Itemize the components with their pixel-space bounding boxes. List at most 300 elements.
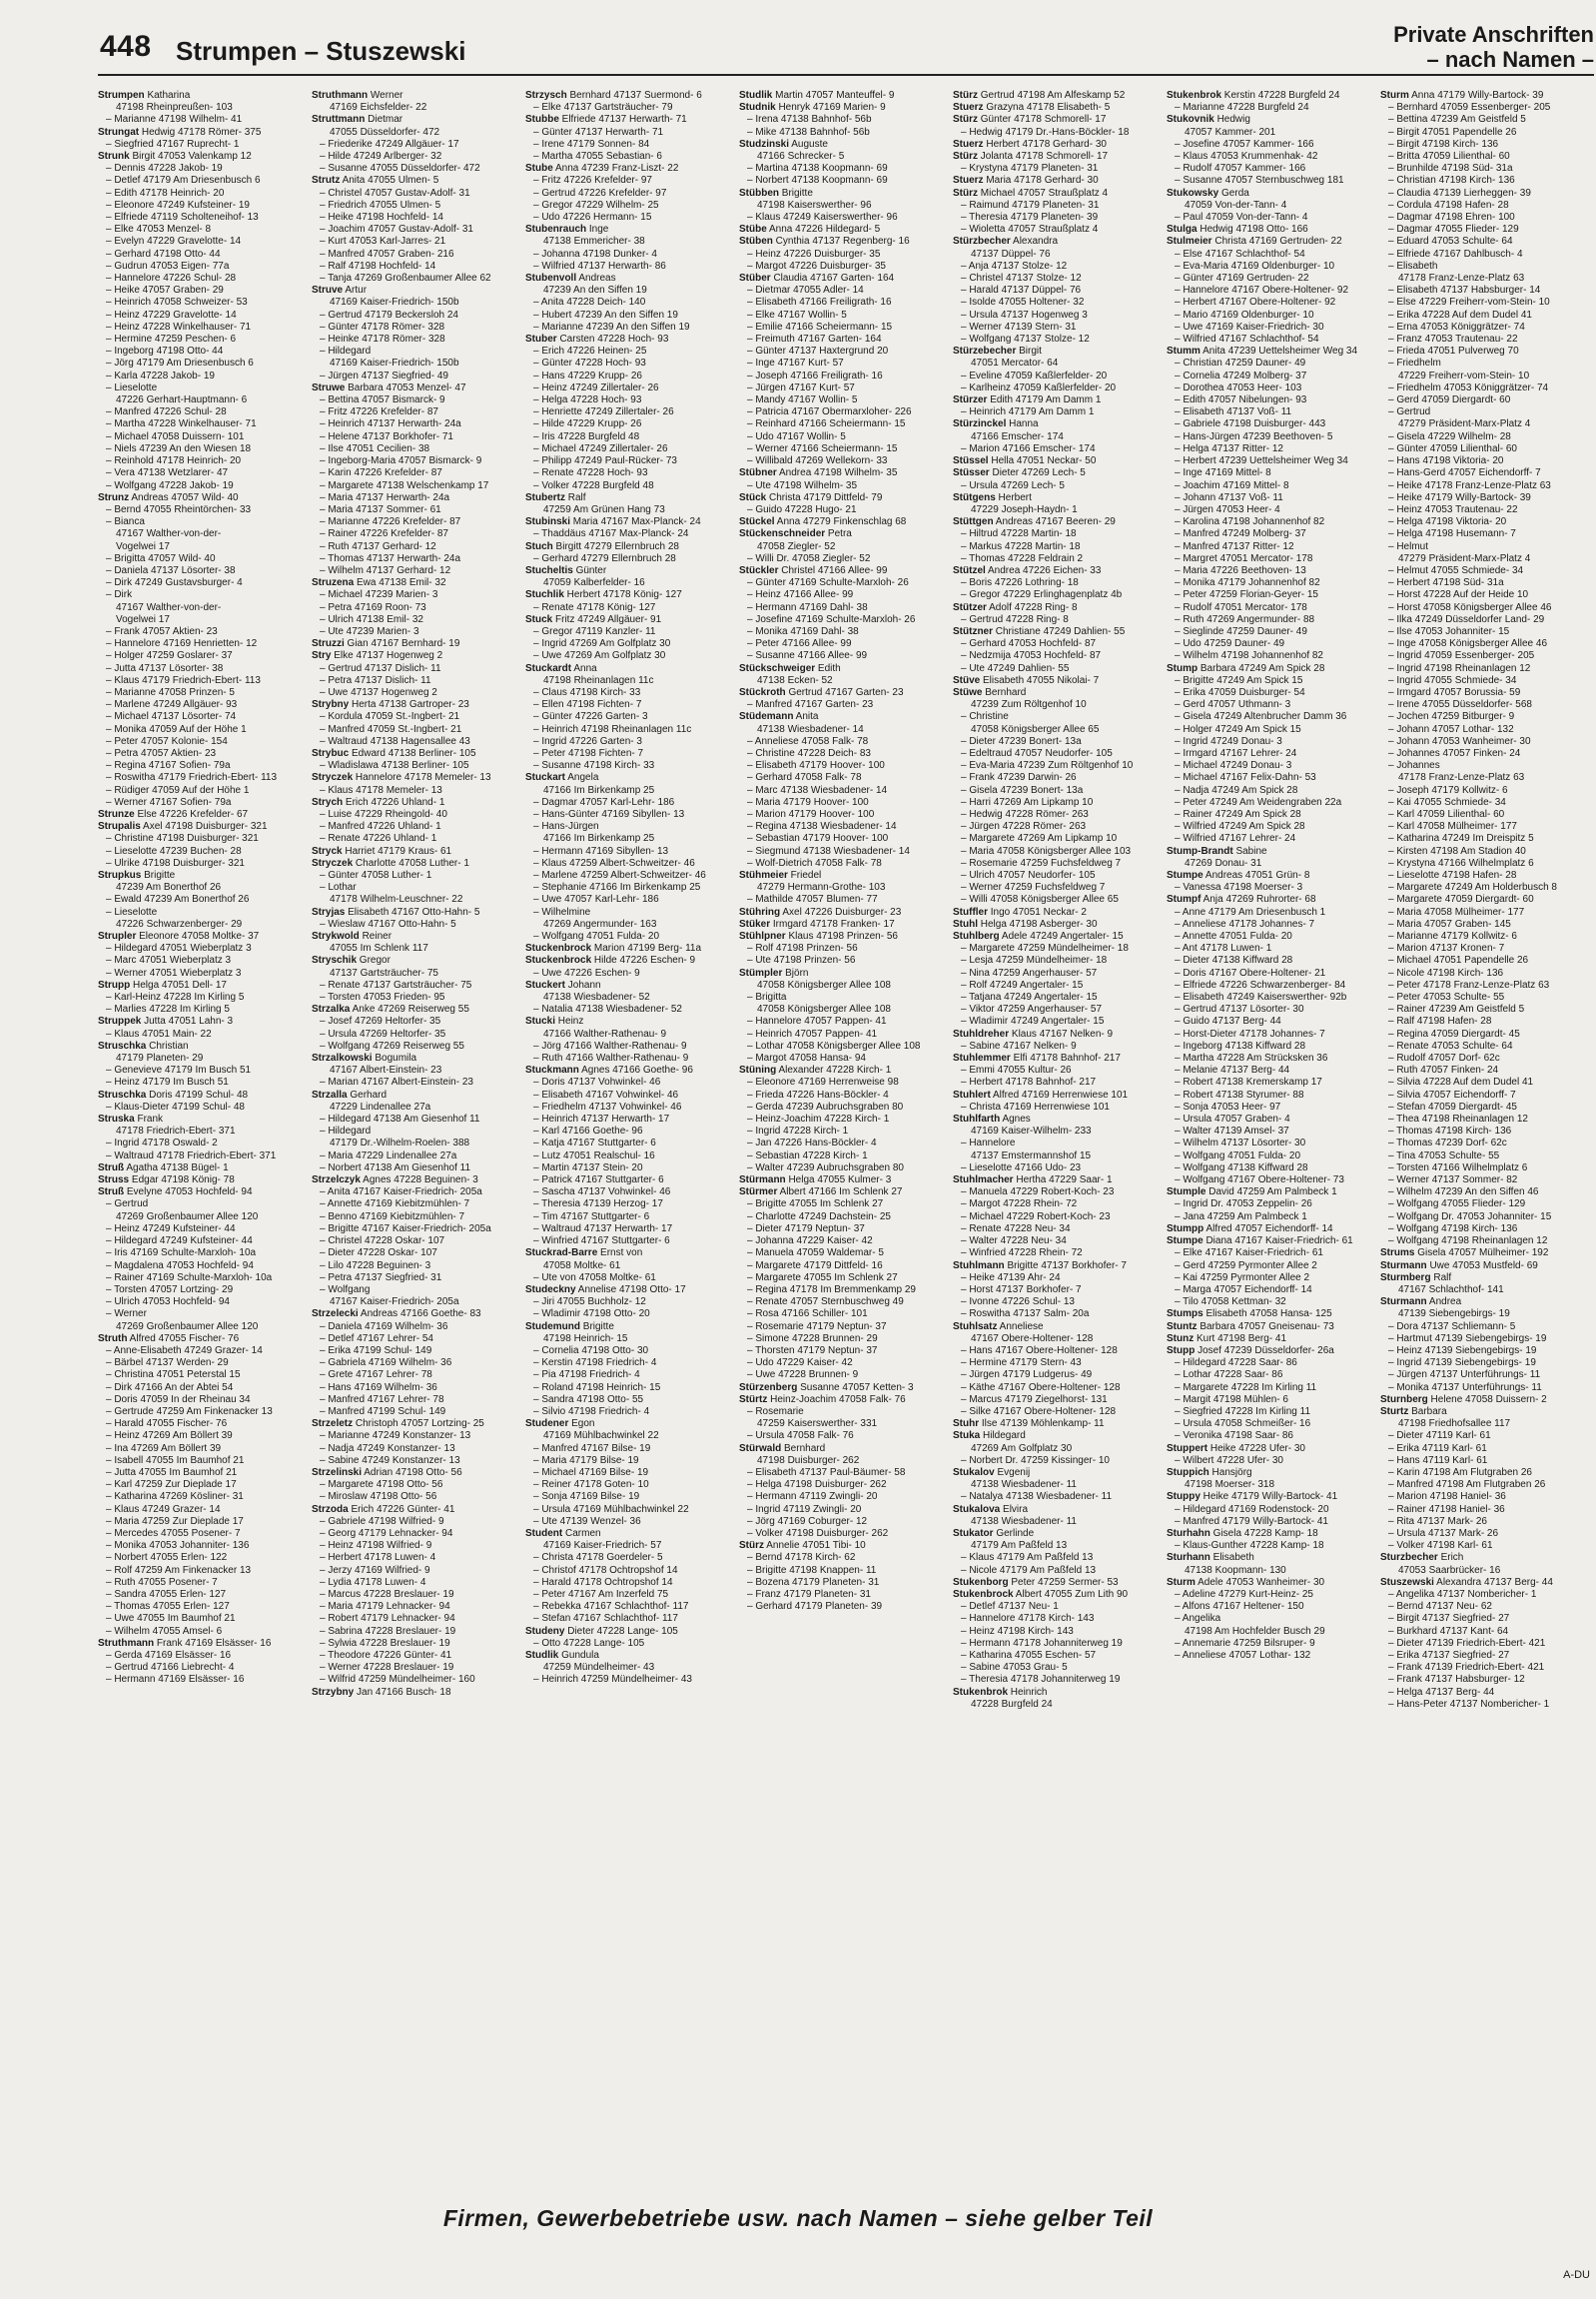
entry-text: – Marion 47179 Hoover- 100 — [747, 808, 875, 820]
entry-text: – Guido 47228 Hugo- 21 — [747, 503, 857, 515]
listing-entry — [1380, 1174, 1585, 1186]
entry-text: – Ursula 47058 Falk- 76 — [747, 1430, 854, 1442]
listing-entry — [525, 1674, 730, 1686]
listing-entry — [953, 1479, 1158, 1491]
entry-text: Kerstin 47228 Burgfeld 24 — [1221, 90, 1340, 101]
listing-entry — [953, 1650, 1158, 1662]
entry-text: – Horst 47137 Borkhofer- 7 — [961, 1283, 1082, 1295]
listing-entry — [525, 310, 730, 322]
entry-text: – Dagmar 47055 Flieder- 129 — [1388, 224, 1519, 236]
listing-entry — [312, 1455, 516, 1467]
entry-text: – Robert 47179 Lehnacker- 94 — [320, 1613, 455, 1625]
listing-entry — [98, 882, 303, 894]
entry-text: – Torsten 47053 Frieden- 95 — [320, 992, 445, 1004]
entry-text: – Heinz 47179 Im Busch 51 — [106, 1077, 229, 1089]
entry-text: – Maria 47137 Sommer- 61 — [320, 503, 441, 515]
entry-text: – Bernd 47178 Kirch- 62 — [747, 1552, 856, 1564]
listing-entry — [953, 1114, 1158, 1126]
listing-entry — [1380, 541, 1585, 553]
listing-entry — [98, 249, 303, 261]
entry-text: – Dirk — [106, 589, 133, 601]
entry-text: Heinz — [555, 1016, 584, 1028]
entry-text: – Günter 47169 Gertruden- 22 — [1175, 273, 1309, 285]
listing-entry — [98, 371, 303, 383]
listing-entry — [525, 1126, 730, 1138]
entry-text: – Dagmar 47198 Ehren- 100 — [1388, 212, 1515, 224]
listing-entry — [525, 1174, 730, 1186]
entry-text: Helga 47051 Dell- 17 — [130, 979, 227, 991]
listing-entry — [1380, 1223, 1585, 1235]
entry-text: 47198 Duisburger- 262 — [757, 1454, 860, 1466]
listing-entry — [1167, 1577, 1371, 1589]
entry-text: Herta 47138 Gartroper- 23 — [349, 699, 469, 711]
listing-entry — [525, 1247, 730, 1259]
listing-entry — [312, 528, 516, 540]
entry-text: – Dorothea 47053 Heer- 103 — [1175, 382, 1302, 393]
listing-entry — [98, 858, 303, 870]
entry-surname: Strzeletz — [312, 1418, 354, 1430]
listing-entry — [525, 675, 730, 687]
listing-entry — [312, 261, 516, 273]
entry-text: Alexander 47228 Kirch- 1 — [776, 1065, 892, 1077]
listing-entry — [98, 1382, 303, 1394]
entry-text: – Silke 47167 Obere-Holtener- 128 — [961, 1405, 1117, 1417]
entry-text: – Doris 47059 In der Rheinau 34 — [106, 1393, 251, 1405]
listing-entry — [953, 1674, 1158, 1686]
entry-surname: Stuhl — [953, 918, 978, 930]
entry-text: – Helga 47228 Hoch- 93 — [533, 394, 642, 406]
listing-entry — [525, 1090, 730, 1102]
listing-entry — [312, 968, 516, 980]
entry-text: – Jan 47226 Hans-Böckler- 4 — [747, 1138, 877, 1150]
listing-entry — [739, 334, 944, 346]
listing-entry — [953, 1626, 1158, 1638]
listing-entry — [1380, 346, 1585, 358]
listing-entry — [312, 1004, 516, 1016]
listing-entry — [953, 310, 1158, 322]
listing-entry — [1380, 1430, 1585, 1442]
listing-entry — [1380, 1662, 1585, 1674]
entry-text: – Helga 47198 Duisburger- 262 — [747, 1479, 887, 1491]
listing-entry — [525, 1357, 730, 1369]
listing-entry — [953, 1455, 1158, 1467]
entry-text: – Paul 47059 Von-der-Tann- 4 — [1175, 212, 1308, 224]
entry-text: – Detlef 47167 Lehrer- 54 — [320, 1332, 433, 1344]
entry-text: – Jutta 47055 Im Baumhof 21 — [106, 1466, 238, 1478]
listing-entry — [98, 151, 303, 163]
listing-entry — [1380, 322, 1585, 334]
listing-entry — [525, 846, 730, 858]
entry-text: – Else 47229 Freiherr-vom-Stein- 10 — [1388, 297, 1550, 309]
entry-text: – Michael 47239 Marien- 3 — [320, 589, 438, 601]
listing-entry — [739, 1090, 944, 1102]
listing-entry — [312, 1308, 516, 1320]
listing-entry — [1167, 1601, 1371, 1613]
entry-text: Gerlinde — [993, 1527, 1035, 1539]
entry-text: – Heinz-Joachim 47228 Kirch- 1 — [747, 1114, 890, 1126]
listing-entry — [739, 127, 944, 139]
listing-entry — [953, 675, 1158, 687]
listing-entry — [98, 907, 303, 919]
entry-surname: Stukowsky — [1167, 187, 1219, 199]
listing-entry — [1167, 1565, 1371, 1577]
entry-text: Andreas 47167 Beeren- 29 — [993, 516, 1116, 528]
entry-text: – Charlotte 47249 Dachstein- 25 — [747, 1210, 891, 1222]
listing-entry — [739, 371, 944, 383]
entry-text: – Marianne 47249 Konstanzer- 13 — [320, 1430, 471, 1442]
entry-text: – Hans 47229 Krupp- 26 — [533, 370, 642, 382]
entry-text: – Rebekka 47167 Schlachthof- 117 — [533, 1601, 689, 1613]
entry-text: – Wladimir 47198 Otto- 20 — [533, 1308, 650, 1320]
entry-text: – Peter 47198 Fichten- 7 — [533, 747, 644, 759]
entry-text: Adele 47053 Wanheimer- 30 — [1195, 1576, 1325, 1588]
entry-text: – Hedwig 47179 Dr.-Hans-Böckler- 18 — [961, 126, 1130, 138]
listing-entry — [1380, 1601, 1585, 1613]
entry-text: – Mike 47138 Bahnhof- 56b — [747, 126, 870, 138]
listing-entry — [1167, 614, 1371, 626]
entry-text: – Manfred 47226 Uhland- 1 — [320, 821, 441, 833]
listing-entry — [312, 139, 516, 151]
listing-entry — [98, 724, 303, 736]
listing-entry — [98, 1662, 303, 1674]
listing-entry — [525, 1077, 730, 1089]
listing-entry — [98, 90, 303, 102]
listing-entry — [525, 931, 730, 943]
entry-text: 47269 Großenbaumer Allee 120 — [116, 1320, 259, 1332]
listing-entry — [739, 346, 944, 358]
entry-text: – Hans-Gerd 47057 Eichendorff- 7 — [1388, 467, 1541, 479]
entry-text: – Thomas 47198 Kirch- 136 — [1388, 1126, 1512, 1138]
entry-text: Elisabeth 47055 Nikolai- 7 — [980, 674, 1100, 686]
listing-entry — [1380, 1053, 1585, 1065]
entry-text: – Ralf 47198 Hochfeld- 14 — [320, 260, 436, 272]
listing-entry — [525, 1284, 730, 1296]
entry-text: – Christine 47198 Duisburger- 321 — [106, 833, 259, 845]
listing-entry — [1167, 1443, 1371, 1455]
entry-surname: Stürz — [953, 187, 978, 199]
listing-entry — [1380, 724, 1585, 736]
entry-surname: Stuerz — [953, 138, 984, 150]
entry-text: – Waltraud 47138 Hagensallee 43 — [320, 735, 470, 747]
entry-text: – Gabriele 47198 Wilfried- 9 — [320, 1515, 444, 1527]
listing-entry — [312, 1540, 516, 1552]
entry-surname: Studeckny — [525, 1283, 576, 1295]
entry-text: – Frieda 47051 Pulverweg 70 — [1388, 346, 1519, 358]
listing-entry — [953, 212, 1158, 224]
entry-text: Anita 47055 Ulmen- 5 — [340, 175, 439, 187]
entry-text: – Ingeborg 47198 Otto- 44 — [106, 346, 224, 358]
listing-entry — [1167, 1174, 1371, 1186]
entry-text: – Reinhard 47166 Scheiermann- 15 — [747, 418, 906, 430]
entry-text: Elisabeth 47167 Otto-Hahn- 5 — [345, 906, 480, 918]
listing-entry — [953, 1077, 1158, 1089]
entry-surname: Stukenbrok — [1167, 90, 1222, 101]
listing-entry — [1167, 833, 1371, 845]
listing-entry — [98, 1065, 303, 1077]
entry-text: – Rüdiger 47059 Auf der Höhe 1 — [106, 784, 250, 796]
entry-text: 47167 Kaiser-Friedrich- 205a — [330, 1296, 459, 1308]
listing-entry — [1167, 992, 1371, 1004]
listing-entry — [1380, 955, 1585, 967]
listing-entry — [525, 992, 730, 1004]
entry-text: – Heinz 47229 Gravelotte- 14 — [106, 309, 237, 321]
listing-entry — [1380, 626, 1585, 638]
entry-text: – Marga 47057 Eichendorff- 14 — [1175, 1283, 1312, 1295]
entry-text: Bernhard — [781, 1442, 826, 1454]
listing-entry — [739, 1138, 944, 1150]
listing-entry — [525, 1211, 730, 1223]
listing-entry — [1380, 1418, 1585, 1430]
listing-entry — [98, 1613, 303, 1625]
listing-entry — [98, 418, 303, 430]
entry-text: – Thorsten 47179 Neptun- 37 — [747, 1344, 878, 1356]
entry-surname: Strupler — [98, 931, 137, 943]
listing-entry — [739, 992, 944, 1004]
listing-entry — [953, 1090, 1158, 1102]
entry-text: – Ruth 47166 Walther-Rathenau- 9 — [533, 1053, 689, 1065]
listing-entry — [312, 322, 516, 334]
listing-entry — [312, 541, 516, 553]
entry-text: – Erna 47053 Königgrätzer- 74 — [1388, 321, 1525, 333]
entry-text: – Gertrud — [106, 1198, 149, 1210]
listing-entry — [1167, 188, 1371, 200]
entry-text: – Herbert 47198 Süd- 31a — [1388, 577, 1504, 589]
listing-entry — [953, 1284, 1158, 1296]
entry-text: – Reinhold 47178 Heinrich- 20 — [106, 455, 242, 467]
listing-entry — [953, 297, 1158, 309]
listing-entry — [98, 102, 303, 114]
entry-text: – Udo 47167 Wollin- 5 — [747, 430, 846, 442]
listing-entry — [98, 1296, 303, 1308]
entry-text: 47167 Obere-Holtener- 128 — [971, 1332, 1094, 1344]
entry-text: – Friederike 47249 Allgäuer- 17 — [320, 138, 459, 150]
entry-text: 47055 Im Schlenk 117 — [330, 943, 428, 955]
entry-text: – Christel 47228 Oskar- 107 — [320, 1235, 445, 1247]
entry-surname: Stück — [739, 491, 767, 503]
entry-text: – Maria 47179 Bilse- 19 — [533, 1454, 639, 1466]
entry-text: Alfred 47057 Eichendorff- 14 — [1203, 1222, 1333, 1234]
listing-entry — [98, 310, 303, 322]
listing-column-6 — [1167, 90, 1371, 2191]
entry-text: – Wladimir 47249 Angertaler- 15 — [961, 1016, 1105, 1028]
listing-entry — [1380, 1296, 1585, 1308]
listing-entry — [953, 1613, 1158, 1625]
entry-text: – Frieda 47226 Hans-Böckler- 4 — [747, 1089, 889, 1101]
entry-text: – Tina 47053 Schulte- 55 — [1388, 1150, 1500, 1161]
listing-entry — [953, 943, 1158, 955]
listing-entry — [98, 1223, 303, 1235]
entry-text: – Michael 47167 Felix-Dahn- 53 — [1175, 772, 1316, 784]
entry-text: – Elke 47167 Wollin- 5 — [747, 309, 847, 321]
entry-surname: Strzoda — [312, 1503, 349, 1515]
entry-text: – Hartmut 47139 Siebengebirgs- 19 — [1388, 1332, 1547, 1344]
entry-text: Hansjörg — [1208, 1466, 1252, 1478]
listing-entry — [1167, 724, 1371, 736]
entry-text: – Wioletta 47057 Straußplatz 4 — [961, 224, 1099, 236]
entry-text: – Kirsten 47198 Am Stadion 40 — [1388, 845, 1526, 857]
entry-text: – Willibald 47269 Wellekorn- 33 — [747, 455, 888, 467]
listing-entry — [739, 1150, 944, 1162]
listing-entry — [525, 102, 730, 114]
listing-entry — [98, 1577, 303, 1589]
entry-text: Harriet 47179 Kraus- 61 — [342, 845, 452, 857]
listing-entry — [1167, 1162, 1371, 1174]
entry-text: – Waltraud 47137 Herwarth- 17 — [533, 1222, 673, 1234]
entry-text: – Gregor 47229 Wilhelm- 25 — [533, 199, 659, 211]
entry-text: – Günter 47226 Garten- 3 — [533, 711, 648, 723]
entry-surname: Stukator — [953, 1527, 994, 1539]
entry-text: Helga 47198 Asberger- 30 — [978, 918, 1098, 930]
entry-text: – Torsten 47057 Lortzing- 29 — [106, 1283, 234, 1295]
entry-text: – Christel 47137 Stolze- 12 — [961, 273, 1082, 285]
entry-text: – Dieter 47119 Karl- 61 — [1388, 1430, 1491, 1442]
entry-text: – Irene 47179 Sonnen- 84 — [533, 138, 650, 150]
listing-entry — [525, 1406, 730, 1418]
entry-text: – Franz 47179 Planeten- 31 — [747, 1588, 871, 1600]
listing-entry — [98, 139, 303, 151]
listing-entry — [1167, 1406, 1371, 1418]
listing-entry — [953, 371, 1158, 383]
entry-text: – Patricia 47167 Obermarxloher- 226 — [747, 406, 912, 418]
entry-text: Klaus 47167 Nelken- 9 — [1009, 1028, 1114, 1040]
entry-text: Elisabeth — [1209, 1552, 1254, 1564]
listing-entry — [1167, 1247, 1371, 1259]
listing-entry — [98, 1650, 303, 1662]
listing-entry — [739, 1041, 944, 1053]
listing-entry — [312, 821, 516, 833]
entry-text: – Mercedes 47055 Posener- 7 — [106, 1527, 241, 1539]
listing-entry — [1380, 139, 1585, 151]
listing-entry — [312, 1174, 516, 1186]
entry-text: – Alfons 47167 Heltener- 150 — [1175, 1601, 1304, 1613]
entry-text: Andreas 47166 Goethe- 83 — [358, 1308, 481, 1320]
entry-text: Inge — [586, 224, 609, 236]
entry-text: Katharina — [144, 90, 191, 101]
entry-text: Anna 47239 Franz-Liszt- 22 — [552, 163, 679, 175]
entry-text: 47239 Zum Röltgenhof 10 — [971, 699, 1087, 711]
entry-text: Peter 47259 Sermer- 53 — [1008, 1576, 1119, 1588]
entry-text: – Wolfgang 47228 Jakob- 19 — [106, 479, 234, 491]
listing-entry — [1167, 650, 1371, 662]
listing-entry — [953, 163, 1158, 175]
entry-text: – Lieselotte 47239 Buchen- 28 — [106, 845, 242, 857]
listing-entry — [525, 127, 730, 139]
listing-entry — [98, 188, 303, 200]
entry-text: – Holger 47249 Am Spick 15 — [1175, 723, 1301, 735]
listing-entry — [1380, 1491, 1585, 1503]
listing-entry — [1380, 882, 1585, 894]
entry-text: – Theresia 47139 Herzog- 17 — [533, 1198, 663, 1210]
entry-text: – Gerd 47057 Uthmann- 3 — [1175, 699, 1291, 711]
entry-text: Brigitte 47137 Borkhofer- 7 — [1004, 1259, 1127, 1271]
entry-text: – Ingrid 47055 Schmiede- 34 — [1388, 674, 1517, 686]
listing-entry — [312, 1418, 516, 1430]
entry-text: – Martha 47228 Winkelhauser- 71 — [106, 418, 257, 430]
listing-entry — [525, 394, 730, 406]
entry-surname: Stulga — [1167, 224, 1197, 236]
listing-entry — [1380, 1394, 1585, 1406]
listing-entry — [739, 1284, 944, 1296]
entry-text: – Marlene 47249 Allgäuer- 93 — [106, 699, 238, 711]
entry-text: 47137 Gartsträucher- 75 — [330, 967, 438, 979]
listing-entry — [739, 1029, 944, 1041]
entry-text: – Margarete 47259 Mündelheimer- 18 — [961, 943, 1129, 955]
entry-text: – Kerstin 47198 Friedrich- 4 — [533, 1357, 657, 1369]
entry-text: Auguste — [789, 138, 828, 150]
listing-entry — [1167, 504, 1371, 516]
entry-text: – Gertrud 47226 Krefelder- 97 — [533, 187, 667, 199]
entry-text: – Regina 47167 Sofien- 79a — [106, 760, 231, 772]
entry-text: 47269 Am Golfplatz 30 — [971, 1442, 1073, 1454]
entry-text: – Freimuth 47167 Garten- 164 — [747, 334, 882, 346]
entry-text: – Brigitte 47167 Kaiser-Friedrich- 205a — [320, 1222, 491, 1234]
entry-surname: Struzzi — [312, 638, 345, 650]
listing-entry — [1380, 772, 1585, 784]
listing-entry — [1167, 687, 1371, 699]
listing-entry — [739, 1211, 944, 1223]
entry-text: – Elisabeth 47137 Paul-Bäumer- 58 — [747, 1466, 906, 1478]
listing-entry — [739, 931, 944, 943]
entry-surname: Sturhahn — [1167, 1527, 1210, 1539]
entry-text: 47239 An den Siffen 19 — [543, 285, 647, 297]
listing-entry — [1380, 1114, 1585, 1126]
entry-text: 47279 Präsident-Marx-Platz 4 — [1398, 418, 1531, 430]
listing-entry — [1167, 114, 1371, 126]
entry-text: – Frank 47139 Friedrich-Ebert- 421 — [1388, 1662, 1545, 1674]
entry-text: – Siegmund 47138 Wiesbadener- 14 — [747, 845, 910, 857]
listing-entry — [739, 431, 944, 443]
entry-text: Alfred 47169 Herrenwiese 101 — [990, 1089, 1129, 1101]
entry-text: Edgar 47198 König- 78 — [129, 1174, 235, 1186]
listing-entry — [525, 833, 730, 845]
entry-text: 47169 Eichsfelder- 22 — [330, 102, 427, 114]
entry-text: – Heinz 47249 Zillertaler- 26 — [533, 382, 659, 393]
listing-entry — [525, 516, 730, 528]
entry-text: – Klaus 47179 Friedrich-Ebert- 113 — [106, 674, 261, 686]
listing-entry — [1167, 1065, 1371, 1077]
entry-text: Heinrich — [1008, 1686, 1048, 1698]
listing-entry — [953, 1589, 1158, 1601]
entry-text: – Herbert 47178 Bahnhof- 217 — [961, 1077, 1097, 1089]
listing-entry — [525, 602, 730, 614]
listing-entry — [312, 748, 516, 760]
entry-text: – Kai 47259 Pyrmonter Allee 2 — [1175, 1271, 1310, 1283]
entry-text: – Helene 47137 Borkhofer- 71 — [320, 430, 453, 442]
entry-surname: Stukalov — [953, 1466, 995, 1478]
entry-text: Diana 47167 Kaiser-Friedrich- 61 — [1202, 1235, 1353, 1247]
entry-text: – Werner 47167 Sofien- 79a — [106, 796, 232, 808]
entry-text: – Ursula 47269 Lech- 5 — [961, 479, 1065, 491]
listing-entry — [312, 1491, 516, 1503]
listing-entry — [312, 1162, 516, 1174]
entry-text: – Else 47167 Schlachthof- 54 — [1175, 248, 1305, 260]
entry-text: – Irmgard 47167 Lehrer- 24 — [1175, 747, 1297, 759]
listing-entry — [739, 1430, 944, 1442]
entry-text: – Roland 47198 Heinrich- 15 — [533, 1381, 661, 1393]
entry-text: Gian 47167 Bernhard- 19 — [344, 638, 460, 650]
entry-text: Agatha 47138 Bügel- 1 — [124, 1161, 229, 1173]
entry-text: – Detlef 47179 Am Driesenbusch 6 — [106, 175, 261, 187]
listing-entry — [98, 1162, 303, 1174]
listing-entry — [312, 1114, 516, 1126]
listing-entry — [525, 1662, 730, 1674]
listing-entry — [953, 1247, 1158, 1259]
listing-entry — [1167, 236, 1371, 248]
listing-entry — [739, 1479, 944, 1491]
entry-text: – Marianne 47179 Kollwitz- 6 — [1388, 931, 1517, 943]
entry-text: – Magdalena 47053 Hochfeld- 94 — [106, 1259, 254, 1271]
listing-entry — [525, 273, 730, 285]
